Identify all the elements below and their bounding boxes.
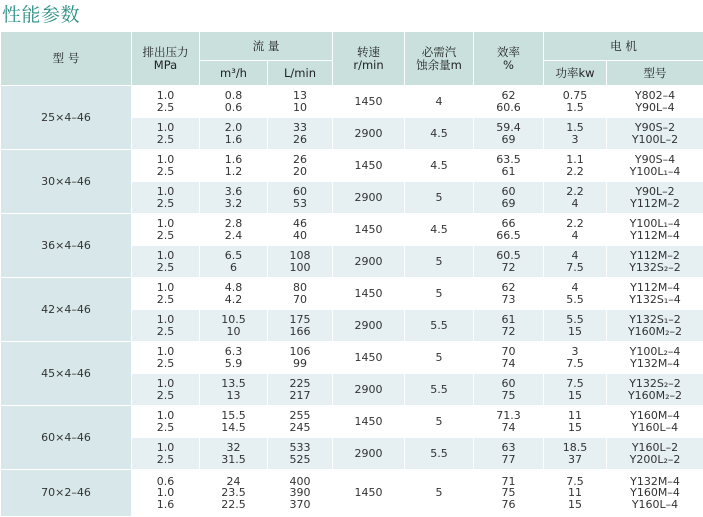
motor-model-cell: Y160L–2 Y200L₂–2 [607, 438, 703, 470]
header-power: 功率kw [544, 61, 607, 86]
pressure-cell: 1.0 2.5 [132, 406, 200, 438]
efficiency-cell: 61 72 [474, 310, 544, 342]
npsh-cell: 5 [405, 246, 474, 278]
header-model: 型 号 [1, 32, 132, 86]
efficiency-cell: 71.3 74 [474, 406, 544, 438]
npsh-cell: 5.5 [405, 310, 474, 342]
motor-model-cell: Y132S₁–2 Y160M₂–2 [607, 310, 703, 342]
pressure-cell: 1.0 2.5 [132, 214, 200, 246]
motor-model-cell: Y132M–4 Y160M–4 Y160L–4 [607, 470, 703, 517]
efficiency-cell: 70 74 [474, 342, 544, 374]
table-row [1, 86, 703, 118]
efficiency-cell: 71 75 76 [474, 470, 544, 517]
speed-cell: 1450 [333, 214, 405, 246]
flow-lmin-cell: 106 99 [268, 342, 333, 374]
power-cell: 5.5 15 [544, 310, 607, 342]
npsh-cell: 5 [405, 182, 474, 214]
flow-m3h-cell: 1.6 1.2 [200, 150, 268, 182]
speed-cell: 1450 [333, 86, 405, 118]
model-cell: 30×4–46 [1, 150, 132, 214]
table-row [1, 470, 703, 517]
efficiency-cell: 63.5 61 [474, 150, 544, 182]
speed-cell: 2900 [333, 246, 405, 278]
efficiency-cell: 59.4 69 [474, 118, 544, 150]
motor-model-cell: Y90S–4 Y100L₁–4 [607, 150, 703, 182]
flow-lmin-cell: 13 10 [268, 86, 333, 118]
power-cell: 1.1 2.2 [544, 150, 607, 182]
power-cell: 0.75 1.5 [544, 86, 607, 118]
speed-cell: 2900 [333, 438, 405, 470]
motor-model-cell: Y100L₁–4 Y112M–4 [607, 214, 703, 246]
power-cell: 4 7.5 [544, 246, 607, 278]
motor-model-cell: Y160M–4 Y160L–4 [607, 406, 703, 438]
flow-m3h-cell: 6.3 5.9 [200, 342, 268, 374]
efficiency-cell: 63 77 [474, 438, 544, 470]
speed-cell: 2900 [333, 374, 405, 406]
power-cell: 7.5 11 15 [544, 470, 607, 517]
flow-m3h-cell: 2.0 1.6 [200, 118, 268, 150]
table-row [1, 406, 703, 438]
efficiency-cell: 62 60.6 [474, 86, 544, 118]
pressure-cell: 1.0 2.5 [132, 246, 200, 278]
flow-lmin-cell: 225 217 [268, 374, 333, 406]
pressure-cell: 1.0 2.5 [132, 86, 200, 118]
flow-m3h-cell: 0.8 0.6 [200, 86, 268, 118]
power-cell: 18.5 37 [544, 438, 607, 470]
pressure-cell: 1.0 2.5 [132, 118, 200, 150]
flow-m3h-cell: 15.5 14.5 [200, 406, 268, 438]
motor-model-cell: Y132S₂–2 Y160M₂–2 [607, 374, 703, 406]
header-efficiency: 效率 % [474, 32, 544, 86]
table-row [1, 150, 703, 182]
speed-cell: 1450 [333, 342, 405, 374]
speed-cell: 1450 [333, 470, 405, 517]
header-flow-m3h: m³/h [200, 61, 268, 86]
npsh-cell: 4 [405, 86, 474, 118]
model-cell: 45×4–46 [1, 342, 132, 406]
flow-lmin-cell: 255 245 [268, 406, 333, 438]
model-cell: 36×4–46 [1, 214, 132, 278]
motor-model-cell: Y112M–2 Y132S₂–2 [607, 246, 703, 278]
flow-lmin-cell: 400 390 370 [268, 470, 333, 517]
npsh-cell: 4.5 [405, 150, 474, 182]
flow-m3h-cell: 32 31.5 [200, 438, 268, 470]
flow-lmin-cell: 46 40 [268, 214, 333, 246]
flow-lmin-cell: 108 100 [268, 246, 333, 278]
flow-m3h-cell: 24 23.5 22.5 [200, 470, 268, 517]
table-row [1, 278, 703, 310]
header-speed: 转速 r/min [333, 32, 405, 86]
motor-model-cell: Y112M–4 Y132S₁–4 [607, 278, 703, 310]
speed-cell: 1450 [333, 150, 405, 182]
power-cell: 1.5 3 [544, 118, 607, 150]
model-cell: 70×2–46 [1, 470, 132, 517]
pressure-cell: 1.0 2.5 [132, 374, 200, 406]
pressure-cell: 1.0 2.5 [132, 438, 200, 470]
pressure-cell: 0.6 1.0 1.6 [132, 470, 200, 517]
flow-lmin-cell: 33 26 [268, 118, 333, 150]
flow-m3h-cell: 4.8 4.2 [200, 278, 268, 310]
speed-cell: 2900 [333, 118, 405, 150]
header-npsh: 必需汽 蚀余量m [405, 32, 474, 86]
motor-model-cell: Y90S–2 Y100L–2 [607, 118, 703, 150]
speed-cell: 2900 [333, 182, 405, 214]
power-cell: 11 15 [544, 406, 607, 438]
npsh-cell: 5 [405, 278, 474, 310]
npsh-cell: 5.5 [405, 374, 474, 406]
table-body [1, 86, 703, 517]
header-pressure: 排出压力 MPa [132, 32, 200, 86]
flow-lmin-cell: 26 20 [268, 150, 333, 182]
npsh-cell: 4.5 [405, 214, 474, 246]
header-motor-model: 型号 [607, 61, 703, 86]
power-cell: 2.2 4 [544, 182, 607, 214]
flow-lmin-cell: 175 166 [268, 310, 333, 342]
power-cell: 7.5 15 [544, 374, 607, 406]
efficiency-cell: 60 69 [474, 182, 544, 214]
efficiency-cell: 60.5 72 [474, 246, 544, 278]
model-cell: 42×4–46 [1, 278, 132, 342]
model-cell: 60×4–46 [1, 406, 132, 470]
model-cell: 25×4–46 [1, 86, 132, 150]
npsh-cell: 5 [405, 470, 474, 517]
pressure-cell: 1.0 2.5 [132, 342, 200, 374]
flow-lmin-cell: 60 53 [268, 182, 333, 214]
pressure-cell: 1.0 2.5 [132, 182, 200, 214]
flow-lmin-cell: 533 525 [268, 438, 333, 470]
header-flow-lmin: L/min [268, 61, 333, 86]
flow-m3h-cell: 2.8 2.4 [200, 214, 268, 246]
flow-m3h-cell: 3.6 3.2 [200, 182, 268, 214]
performance-table [0, 31, 703, 517]
npsh-cell: 5.5 [405, 438, 474, 470]
pressure-cell: 1.0 2.5 [132, 278, 200, 310]
npsh-cell: 5 [405, 342, 474, 374]
efficiency-cell: 60 75 [474, 374, 544, 406]
power-cell: 2.2 4 [544, 214, 607, 246]
page-title: 性能参数 [2, 4, 81, 26]
motor-model-cell: Y100L₂–4 Y132M–4 [607, 342, 703, 374]
motor-model-cell: Y90L–2 Y112M–2 [607, 182, 703, 214]
header-flow: 流 量 [200, 32, 333, 61]
table-row [1, 214, 703, 246]
npsh-cell: 4.5 [405, 118, 474, 150]
table-row [1, 342, 703, 374]
pressure-cell: 1.0 2.5 [132, 150, 200, 182]
efficiency-cell: 62 73 [474, 278, 544, 310]
speed-cell: 1450 [333, 278, 405, 310]
flow-m3h-cell: 6.5 6 [200, 246, 268, 278]
flow-m3h-cell: 10.5 10 [200, 310, 268, 342]
flow-m3h-cell: 13.5 13 [200, 374, 268, 406]
motor-model-cell: Y802–4 Y90L–4 [607, 86, 703, 118]
speed-cell: 1450 [333, 406, 405, 438]
speed-cell: 2900 [333, 310, 405, 342]
header-motor: 电 机 [544, 32, 703, 61]
power-cell: 4 5.5 [544, 278, 607, 310]
efficiency-cell: 66 66.5 [474, 214, 544, 246]
flow-lmin-cell: 80 70 [268, 278, 333, 310]
npsh-cell: 5 [405, 406, 474, 438]
power-cell: 3 7.5 [544, 342, 607, 374]
pressure-cell: 1.0 2.5 [132, 310, 200, 342]
